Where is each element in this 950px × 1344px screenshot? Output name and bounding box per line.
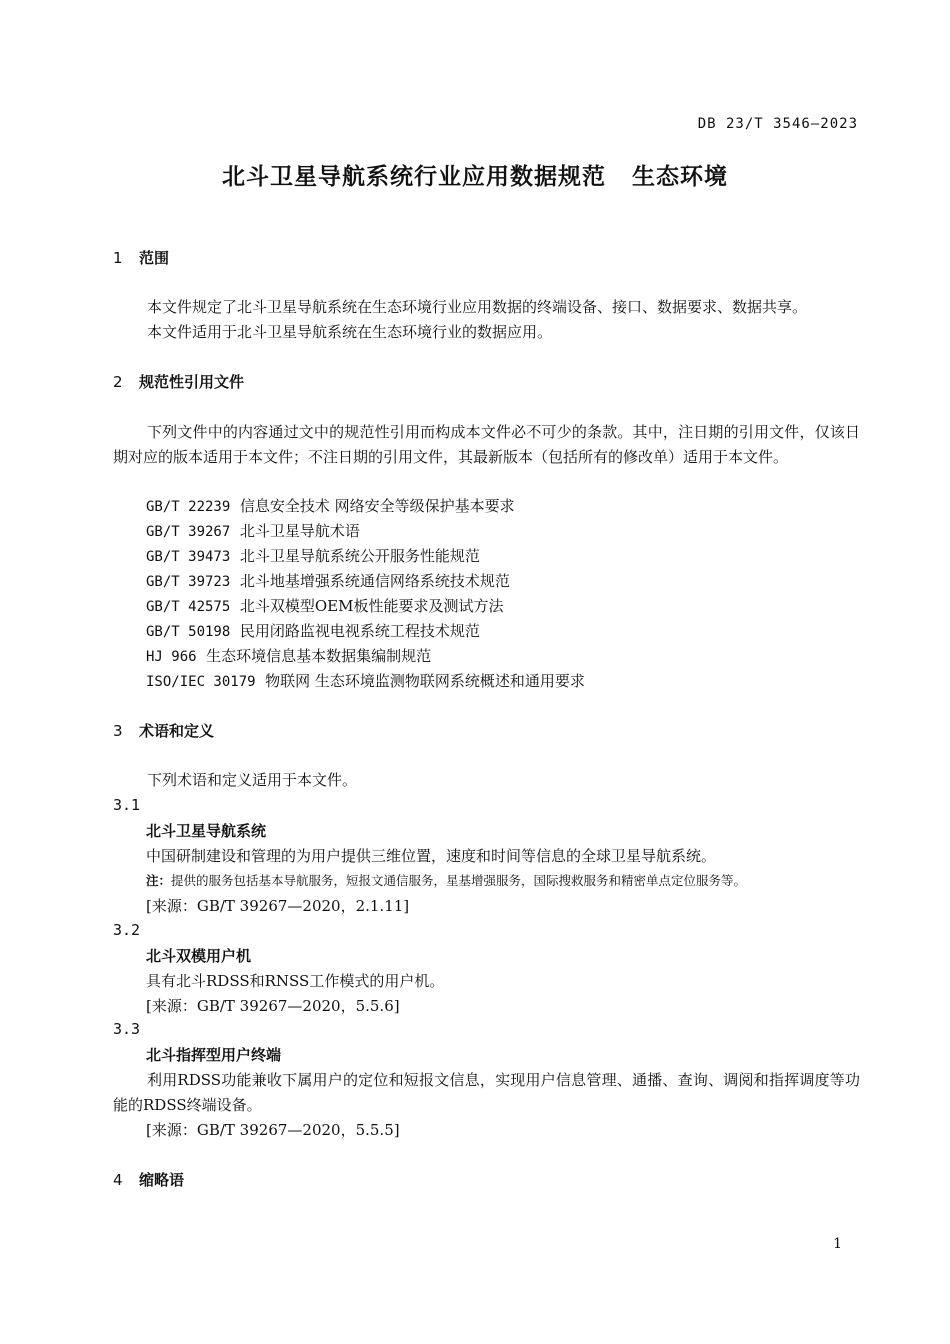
reference-item: [146, 570, 510, 591]
paragraph: 下列文件中的内容通过文中的规范性引用而构成本文件必不可少的条款。其中，注日期的引用文件，仅该日期对应的版本适用于本文件；不注日期的引用文件，其最新版本（包括所有的修改单）适用于本文件。: [113, 423, 860, 466]
reference-item: [146, 670, 585, 691]
section-title: 缩略语: [139, 1171, 185, 1189]
term-definition: 中国研制建设和管理的为用户提供三维位置，速度和时间等信息的全球卫星导航系统。: [146, 847, 717, 865]
clause-number: 3.1: [113, 796, 141, 814]
reference-title: 北斗地基增强系统通信网络系统技术规范: [239, 572, 510, 590]
reference-item: [146, 595, 503, 616]
reference-title: 北斗双模型OEM板性能要求及测试方法: [239, 597, 504, 615]
reference-code: GB/T 50198: [146, 624, 231, 640]
note-text: 提供的服务包括基本导航服务，短报文通信服务，星基增强服务，国际搜救服务和精密单点定位服务等。: [171, 873, 747, 888]
section-heading-abbreviations: [113, 1169, 184, 1190]
reference-title: 物联网 生态环境监测物联网系统概述和通用要求: [265, 672, 585, 690]
title-main: 北斗卫星导航系统行业应用数据规范: [222, 164, 606, 190]
term-name: 北斗双模用户机: [146, 947, 252, 965]
paragraph: 下列术语和定义适用于本文件。: [147, 771, 358, 789]
reference-title: 生态环境信息基本数据集编制规范: [206, 647, 432, 665]
document-number: DB 23/T 3546—2023: [697, 116, 858, 132]
reference-title: 民用闭路监视电视系统工程技术规范: [239, 622, 480, 640]
section-title: 范围: [139, 249, 170, 267]
paragraph: 本文件规定了北斗卫星导航系统在生态环境行业应用数据的终端设备、接口、数据要求、数据共享。: [147, 298, 808, 316]
reference-code: GB/T 39267: [146, 524, 231, 540]
term-definition: 利用RDSS功能兼收下属用户的定位和短报文信息，实现用户信息管理、通播、查询、调阅和指挥调度等功能的RDSS终端设备。: [113, 1071, 860, 1114]
section-number: 2: [113, 373, 123, 391]
term-definition: 具有北斗RDSS和RNSS工作模式的用户机。: [146, 972, 445, 990]
document-title: [0, 158, 950, 191]
reference-item: [146, 520, 360, 541]
reference-title: 信息安全技术 网络安全等级保护基本要求: [239, 497, 515, 515]
reference-code: ISO/IEC 30179: [146, 674, 256, 690]
reference-item: [146, 645, 431, 666]
reference-code: GB/T 42575: [146, 599, 231, 615]
term-source: [来源：GB/T 39267—2020，2.1.11]: [146, 897, 410, 915]
section-number: 3: [113, 722, 123, 740]
title-sub: 生态环境: [632, 164, 728, 190]
section-number: 1: [113, 249, 123, 267]
term-source: [来源：GB/T 39267—2020，5.5.5]: [146, 1121, 400, 1139]
reference-item: [146, 620, 480, 641]
term-source: [来源：GB/T 39267—2020，5.5.6]: [146, 997, 400, 1015]
section-heading-normative-references: [113, 371, 244, 392]
reference-code: GB/T 22239: [146, 499, 231, 515]
reference-code: GB/T 39723: [146, 574, 231, 590]
term-name: 北斗指挥型用户终端: [146, 1046, 282, 1064]
reference-title: 北斗卫星导航术语: [239, 522, 360, 540]
reference-code: GB/T 39473: [146, 549, 231, 565]
term-note: [146, 871, 746, 889]
clause-number: 3.3: [113, 1020, 141, 1038]
paragraph: 本文件适用于北斗卫星导航系统在生态环境行业的数据应用。: [147, 323, 553, 341]
reference-item: [146, 495, 515, 516]
reference-item: [146, 545, 480, 566]
section-title: 规范性引用文件: [139, 373, 245, 391]
clause-number: 3.2: [113, 921, 141, 939]
section-title: 术语和定义: [139, 722, 215, 740]
note-label: 注：: [146, 873, 172, 888]
reference-title: 北斗卫星导航系统公开服务性能规范: [239, 547, 480, 565]
reference-code: HJ 966: [146, 649, 197, 665]
section-heading-terms-definitions: [113, 720, 214, 741]
term-name: 北斗卫星导航系统: [146, 822, 267, 840]
section-number: 4: [113, 1171, 123, 1189]
page-number: 1: [833, 1236, 842, 1252]
section-heading-scope: [113, 247, 169, 268]
